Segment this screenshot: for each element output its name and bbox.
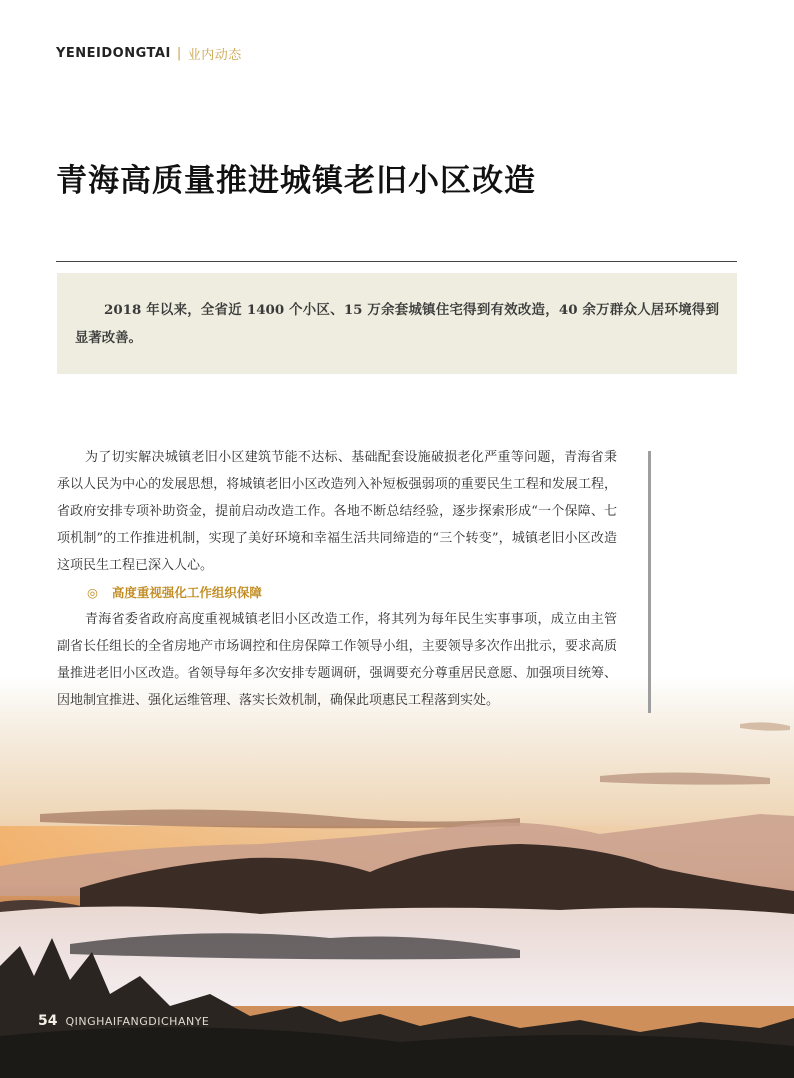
section-name-cn: 业内动态 [187,48,242,63]
page-number: 54 [38,1013,58,1029]
article-body [57,444,617,714]
section-header [56,44,242,63]
subhead-marker-icon: ◎ [87,585,98,600]
section-separator: | [176,46,182,61]
body-paragraph-2: 青海省委省政府高度重视城镇老旧小区改造工作，将其列为每年民生实事事项，成立由主管副省长任组长的全省房地产市场调控和住房保障工作领导小组，主要领导多次作出批示，要求高质量推进老旧小区改造。省领导每年多次安排专题调研，强调要充分尊重居民意愿、加强项目统筹、因地制宜推进、强化运维管理、落实长效机制，确保此项惠民工程落到实处。 [57,612,617,708]
footer-brand: QINGHAIFANGDICHANYE [65,1014,210,1028]
section-name-en: YENEIDONGTAI [56,46,171,61]
summary-text: 2018 年以来，全省近 1400 个小区、15 万余套城镇住宅得到有效改造，40 余万群众人居环境得到显著改善。 [75,302,719,346]
title-divider [56,261,737,262]
sidebar-rule [648,451,651,713]
article-title: 青海高质量推进城镇老旧小区改造 [56,163,536,199]
section-subhead [57,579,617,606]
body-paragraph-1: 为了切实解决城镇老旧小区建筑节能不达标、基础配套设施破损老化严重等问题，青海省秉承以人民为中心的发展思想，将城镇老旧小区改造列入补短板强弱项的重要民生工程和发展工程，省政府安排专项补助资金，提前启动改造工作。各地不断总结经验，逐步探索形成“一个保障、七项机制”的工作推进机制，实现了美好环境和幸福生活共同缔造的“三个转变”，城镇老旧小区改造这项民生工程已深入人心。 [57,450,617,573]
summary-box [57,273,737,374]
subhead-text: 高度重视强化工作组织保障 [111,585,262,600]
page-footer [38,1013,209,1029]
